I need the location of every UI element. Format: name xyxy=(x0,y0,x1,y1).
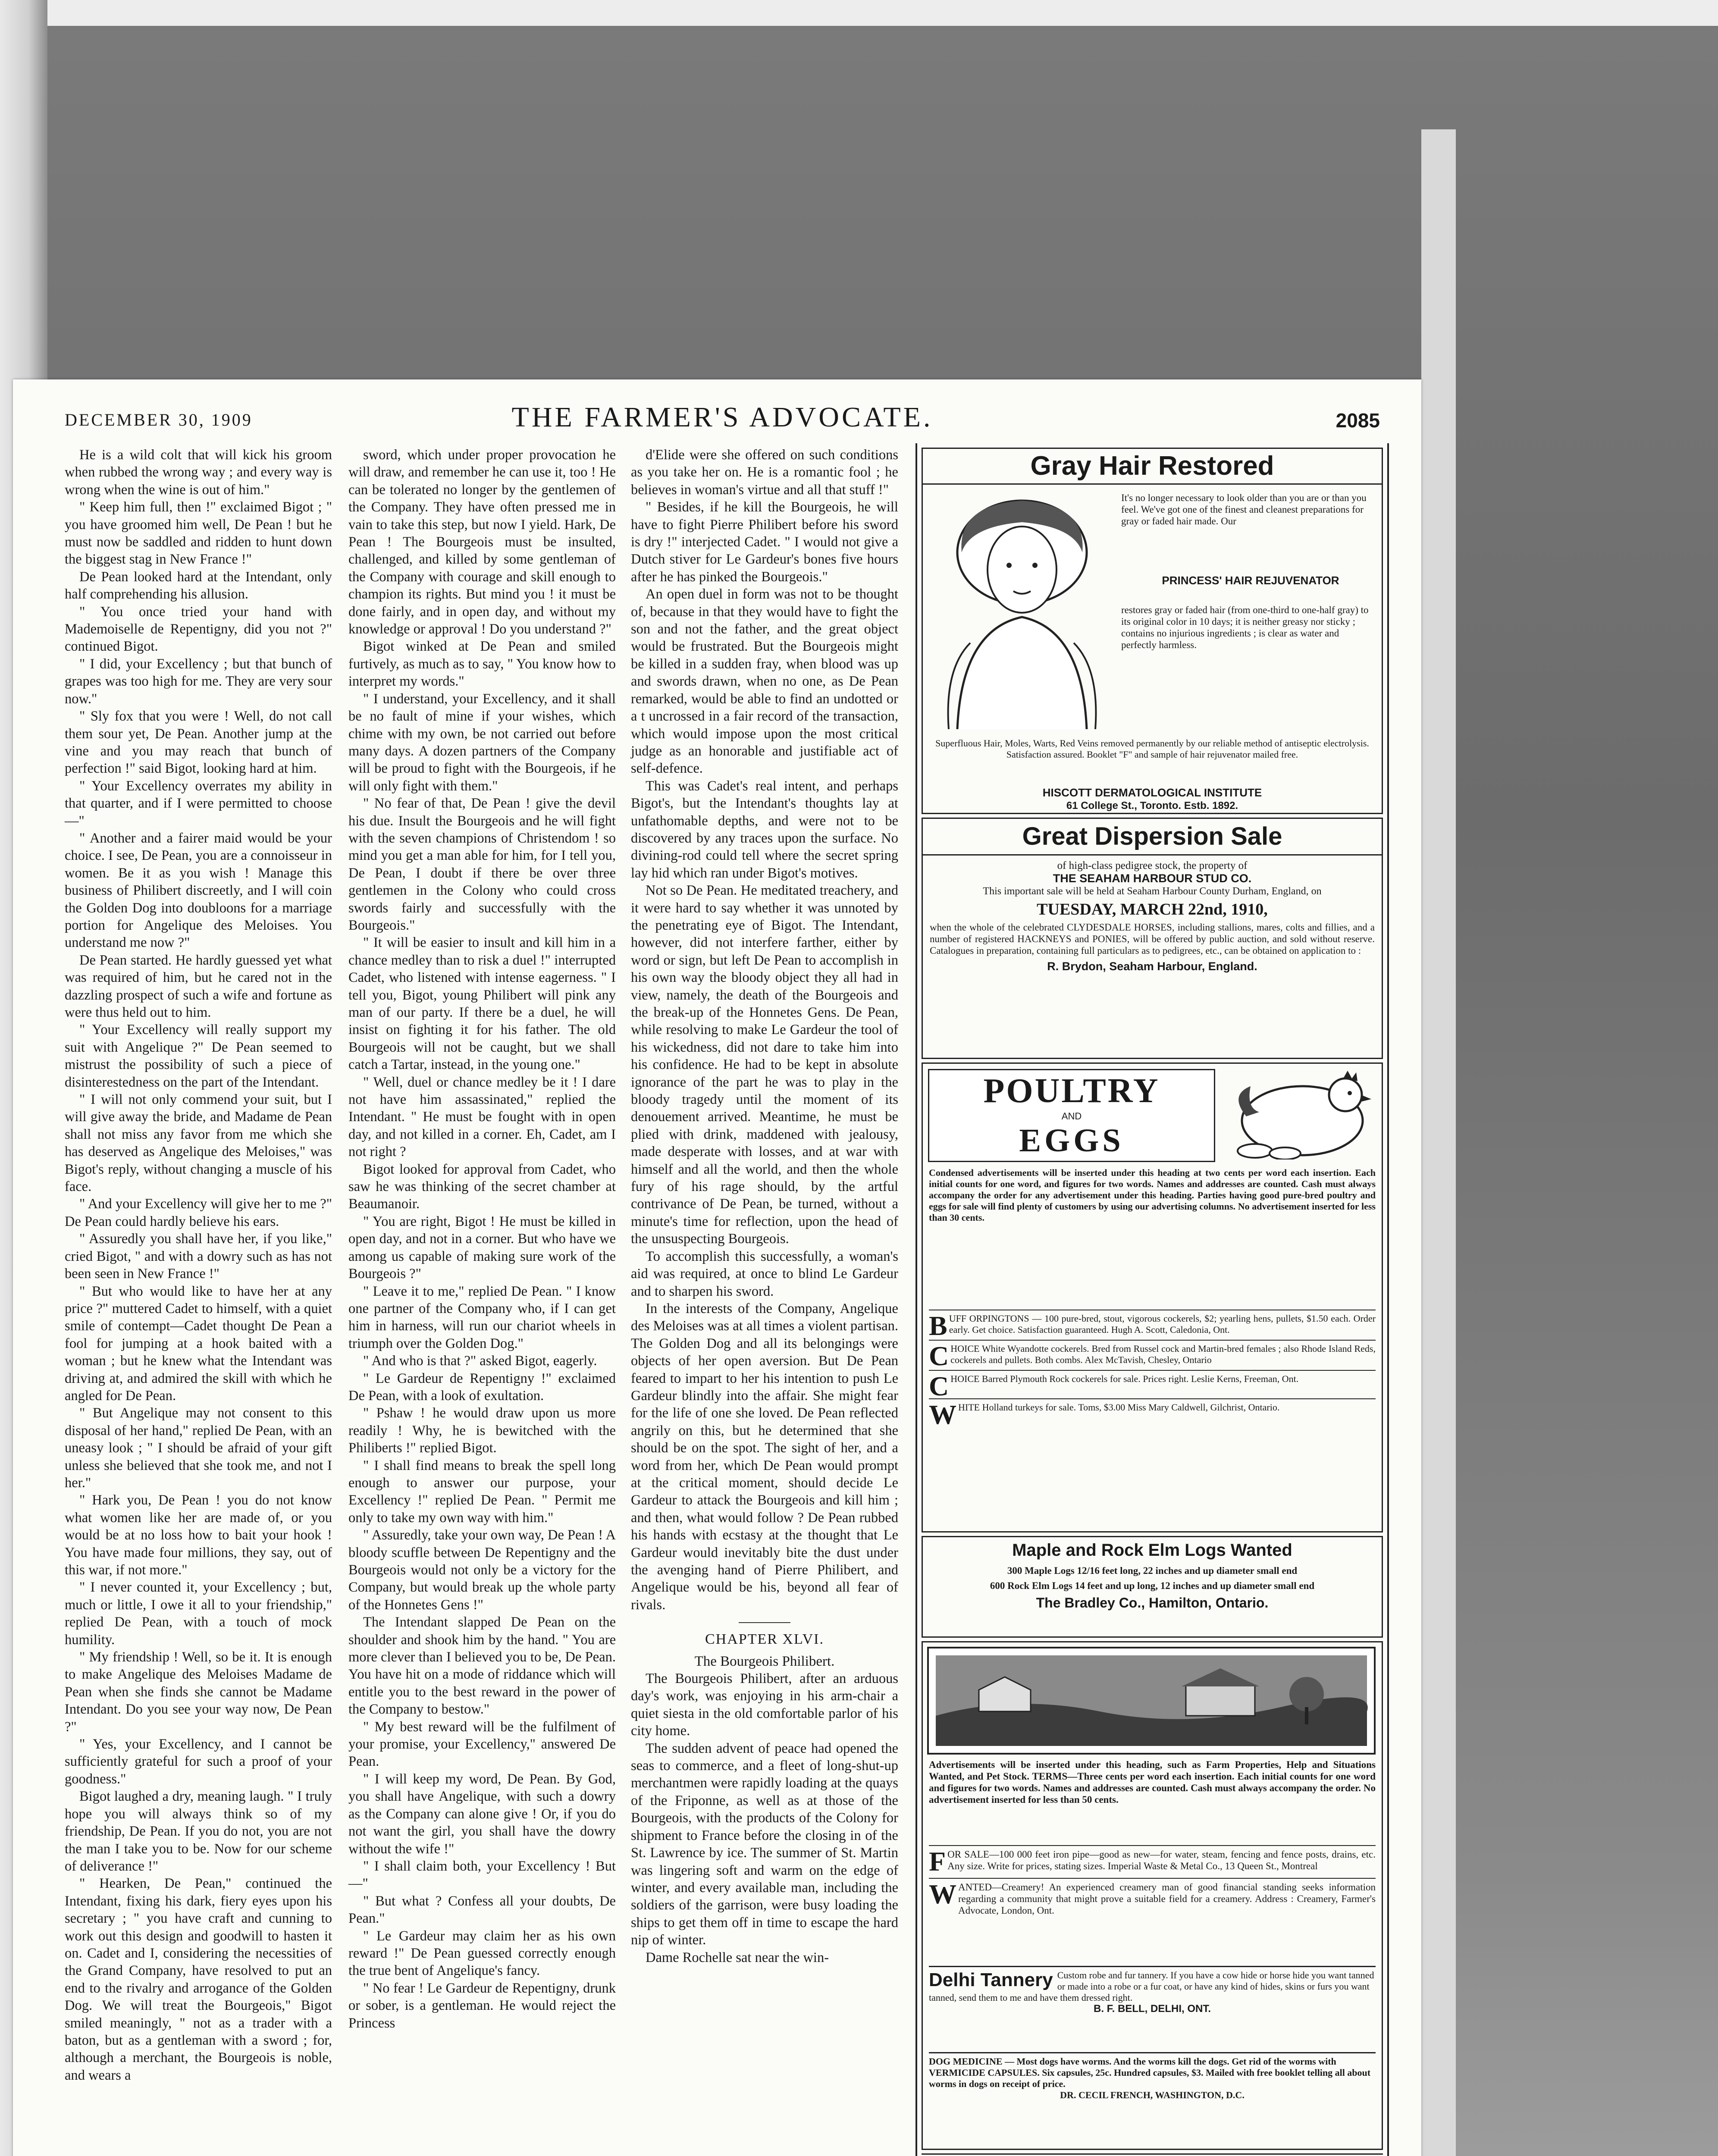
poultry-eggs-section xyxy=(922,1062,1383,1532)
farm-scene-banner xyxy=(927,1647,1376,1755)
paragraph: " I will keep my word, De Pean. By God, you shall have Angelique, with such a dowry as the Company can alone give ! Or, if you do not want the girl, you shall have the dowry without the wife !" xyxy=(348,1771,616,1857)
listing-text: UFF ORPINGTONS — 100 pure-bred, stout, vigorous cockerels, $2; yearling hens, pullets, $1.50 each. Order early. Get choice. Satisfaction guaranteed. Hugh A. Scott, Caledonia, Ont. xyxy=(949,1313,1376,1335)
ad-headline: Maple and Rock Elm Logs Wanted xyxy=(1012,1541,1292,1560)
ad-headline: Gray Hair Restored xyxy=(923,449,1382,485)
issue-date: DECEMBER 30, 1909 xyxy=(65,410,253,429)
drop-cap: B xyxy=(929,1310,947,1341)
poultry-listings xyxy=(929,1310,1376,1430)
list-item xyxy=(929,1310,1376,1341)
list-item xyxy=(929,1878,1376,1916)
poultry-rules: Condensed advertisements will be inserted under this heading at two cents per word each insertion. Each initial counts for one word, and figures for two words. Names and addresses are counted. Cash must always accompany the order for any advertisement under this heading. Parties having good pure-bred poultry and eggs for sale will find plenty of customers by using our advertising columns. No advertisement inserted for less than 30 cents. xyxy=(929,1167,1376,1223)
paragraph: " Hark you, De Pean ! you do not know what women like her are made of, or you would be at no loss how to bait your hook ! You have made four millions, they say, out of this war, if not more." xyxy=(65,1492,332,1578)
banner-word-and: AND xyxy=(1061,1111,1082,1122)
paragraph: " Besides, if he kill the Bourgeois, he will have to fight Pierre Philibert before his sword is dry !" interjected Cadet. " I would not give a Dutch stiver for Le Gardeur's bones five hours after he has pinked the Bourgeois." xyxy=(631,499,898,585)
poultry-banner xyxy=(928,1069,1215,1162)
paragraph: To accomplish this successfully, a woman's aid was required, at once to blind Le Gardeur and to sharpen his sword. xyxy=(631,1248,898,1299)
masthead-title: THE FARMER'S ADVOCATE. xyxy=(511,401,933,433)
paragraph: " Your Excellency overrates my ability in that quarter, and if I were permitted to choose—" xyxy=(65,778,332,829)
paragraph: " Another and a fairer maid would be your choice. I see, De Pean, you are a connoisseur in women. Be it as you wish ! Manage this business of Philibert discreetly, and I will coin the Golden Dog into doubloons for a marriage portion for Angelique des Meloises. You understand me now ?" xyxy=(65,830,332,951)
paragraph: He is a wild colt that will kick his groom when rubbed the wrong way ; and every way is wrong when the wine is out of him." xyxy=(65,447,332,498)
section-divider xyxy=(739,1622,790,1623)
paragraph: " I will not only commend your suit, but I will give away the bride, and Madame de Pean shall not miss any favor from me which she has deserved as Angelique des Meloises," was Bigot's reply, without changing a muscle of his face. xyxy=(65,1092,332,1195)
paragraph: " Assuredly, take your own way, De Pean ! A bloody scuffle between De Repentigny and the Bourgeois would not only be a victory for the Company, but would break up the whole party of the Honnetes Gens !" xyxy=(348,1527,616,1613)
hen-illustration xyxy=(1220,1069,1376,1159)
quotations-box xyxy=(922,2153,1383,2156)
paragraph: " It will be easier to insult and kill him in a chance medley than to risk a duel !" interrupted Cadet, who listened with intense eagerness. " I tell you, Bigot, young Philibert will pink any man of our party. If there be a duel, he will insist on fighting it for his father. The old Bourgeois will not be caught, but we shall catch a Tartar, instead, in the young one." xyxy=(348,935,616,1073)
advertisement-column xyxy=(915,443,1389,2156)
paragraph: " But what ? Confess all your doubts, De Pean." xyxy=(348,1893,616,1927)
ad-headline: Great Dispersion Sale xyxy=(923,819,1382,856)
chapter-heading: CHAPTER XLVI. xyxy=(705,1631,824,1648)
paragraph: " I shall find means to break the spell long enough to answer our purpose, your Excellency !" replied De Pean. " Permit me only to take my own way with him." xyxy=(348,1457,616,1526)
paragraph: " I never counted it, your Excellency ; but, much or little, I owe it all to your friendship," replied De Pean, with a touch of mock humility. xyxy=(65,1579,332,1648)
paragraph: Bigot laughed a dry, meaning laugh. " I truly hope you will always think so of my friendship, De Pean. If you do not, you are not the man I take you to be. Now for our scheme of deliverance !" xyxy=(65,1789,332,1874)
paragraph: " I did, your Excellency ; but that bunch of grapes was too high for me. They are very sour now." xyxy=(65,656,332,707)
paragraph: " Le Gardeur de Repentigny !" exclaimed De Pean, with a look of exultation. xyxy=(348,1370,616,1404)
paragraph: " No fear of that, De Pean ! give the devil his due. Insult the Bourgeois and he will fight with the seven champions of Christendom ! so mind you get a man able for him, for I tell you, De Pean, I doubt if there be over three gentlemen in the Colony who could cross swords fairly and successfully with the Bourgeois." xyxy=(348,796,616,933)
paragraph: " My best reward will be the fulfilment of your promise, your Excellency," answered De Pean. xyxy=(348,1719,616,1770)
banner-word-poultry: POULTRY xyxy=(983,1072,1160,1110)
ad-intro: It's no longer necessary to look older than you are or than you feel. We've got one of the finest and cleanest preparations for gray or faded hair made. Our xyxy=(1121,492,1367,526)
paragraph: Dame Rochelle sat near the win- xyxy=(646,1949,829,1965)
paragraph: " Pshaw ! he would draw upon us more readily ! Why, he is bewitched with the Philiberts !" replied Bigot. xyxy=(348,1405,616,1456)
institute-name: HISCOTT DERMATOLOGICAL INSTITUTE xyxy=(1042,786,1262,799)
gray-hair-ad xyxy=(922,448,1383,814)
paragraph: " Leave it to me," replied De Pean. " I know one partner of the Company who, if I can get him in harness, will run our chariot wheels in triumph over the Golden Dog." xyxy=(348,1283,616,1351)
page-number: 2085 xyxy=(1336,409,1380,432)
listing-text: ANTED—Creamery! An experienced creamery man of good financial standing seeks information regarding a community that might prove a suitable field for a creamery. Address : Creamery, Farmer's Advocate, London, Ont. xyxy=(958,1882,1376,1916)
paragraph: d'Elide were she offered on such conditions as you take her on. He is a romantic fool ; he believes in woman's virtue and all that stuff !" xyxy=(631,447,898,498)
article-column-1 xyxy=(65,446,332,2084)
ad-footer: Superfluous Hair, Moles, Warts, Red Veins removed permanently by our reliable method of antiseptic electrolysis. Satisfaction assured. Booklet "F" and sample of hair rejuvenator mailed free. xyxy=(935,738,1369,760)
banner-word-eggs: EGGS xyxy=(1019,1122,1124,1159)
paragraph: The Bourgeois Philibert, after an arduous day's work, was enjoying in his arm-chair a quiet siesta in the old comfortable parlor of his city home. xyxy=(631,1671,898,1739)
drop-cap: W xyxy=(929,1879,956,1909)
firm-name: DR. CECIL FRENCH, WASHINGTON, D.C. xyxy=(1060,2090,1245,2100)
paragraph: " Keep him full, then !" exclaimed Bigot ; " you have groomed him well, De Pean ! but he must now be saddled and ridden to hunt down the biggest stag in New France !" xyxy=(65,499,332,567)
classified-listings xyxy=(929,1845,1376,1916)
product-name: PRINCESS' HAIR REJUVENATOR xyxy=(1162,574,1339,587)
sale-date: TUESDAY, MARCH 22nd, 1910, xyxy=(1037,900,1268,918)
chapter-subtitle: The Bourgeois Philibert. xyxy=(694,1653,835,1669)
company-name: THE SEAHAM HARBOUR STUD CO. xyxy=(1053,872,1252,885)
classified-section xyxy=(922,1641,1383,2150)
list-item xyxy=(929,1845,1376,1877)
newspaper-page xyxy=(13,379,1421,2156)
page-header xyxy=(65,392,1380,440)
listing-text: HITE Holland turkeys for sale. Toms, $3.00 Miss Mary Caldwell, Gilchrist, Ontario. xyxy=(958,1402,1280,1413)
paragraph: " Sly fox that you were ! Well, do not call them sour yet, De Pean. Another jump at the vine and you may reach that bunch of perfection !" said Bigot, looking hard at him. xyxy=(65,708,332,777)
paragraph: " Well, duel or chance medley be it ! I dare not have him assassinated," replied the Intendant. " He must be fought with in open day, and not killed in a corner. Eh, Cadet, am I not right ? xyxy=(348,1074,616,1160)
paragraph: " No fear ! Le Gardeur de Repentigny, drunk or sober, is a gentleman. He would reject the Princess xyxy=(348,1980,616,2031)
ad-contact: R. Brydon, Seaham Harbour, England. xyxy=(1047,960,1257,973)
paragraph: " You are right, Bigot ! He must be killed in open day, and not in a corner. But who have we among us capable of making sure work of the Bourgeois ?" xyxy=(348,1213,616,1282)
paragraph: " I understand, your Excellency, and it shall be no fault of mine if your wishes, which chime with my own, be not carried out before many days. A dozen partners of the Company will be proud to fight with the Bourgeois, if he will only fight with them." xyxy=(348,691,616,794)
paragraph: " My friendship ! Well, so be it. It is enough to make Angelique des Meloises Madame de Pean when she finds she cannot be Madame Intendant. Do you see your way now, De Pean ?" xyxy=(65,1649,332,1735)
ad-signature: B. F. BELL, DELHI, ONT. xyxy=(1093,2003,1211,2015)
article-column-3 xyxy=(631,446,898,1966)
woman-portrait-illustration xyxy=(931,488,1113,729)
ad-body: when the whole of the celebrated CLYDESDALE HORSES, including stallions, mares, colts and fillies, and a number of registered HACKNEYS and PONIES, will be offered by public auction, and sold without reserve. Catalogues in preparation, containing full particulars as to pedigrees, etc., can be obtained on application to : xyxy=(930,922,1375,956)
firm-name: The Bradley Co., Hamilton, Ontario. xyxy=(1036,1595,1269,1611)
ad-line: This important sale will be held at Seaham Harbour County Durham, England, on xyxy=(983,886,1322,897)
paragraph: The Intendant slapped De Pean on the shoulder and shook him by the hand. " You are more clever than I believed you to be, De Pean. You have hit on a mode of riddance which will entitle you to the best reward in the power of the Company to bestow." xyxy=(348,1614,616,1717)
paragraph: Not so De Pean. He meditated treachery, and it were hard to say whether it was unnoted by the penetrating eye of Bigot. The Intendant, however, did not interfere farther, either by word or sign, but left De Pean to accomplish in his own way the bloody object they all had in view, namely, the death of the Bourgeois and the break-up of the Honnetes Gens. De Pean, while resolving to make Le Gardeur the tool of his wickedness, did not dare to take him into his confidence. He had to be kept in absolute ignorance of the part he was to play in the bloody tragedy until the moment of its denouement arrived. Meantime, he must be plied with drink, maddened with jealousy, made desperate with losses, and at war with himself and all the world, and then the whole fury of his rage should, by the artful contrivance of De Pean, be turned, without a minute's time for reflection, upon the head of the unsuspecting Bourgeois. xyxy=(631,883,898,1247)
paragraph: " I shall claim both, your Excellency ! But—" xyxy=(348,1858,616,1892)
paragraph: sword, which under proper provocation he will draw, and remember he can use it, too ! He can be tolerated no longer by the gentlemen of the Company. They have often pressed me in vain to take this step, but now I yield. Hark, De Pean ! The Bourgeois must be insulted, challenged, and killed by some gentleman of the Company with courage and skill enough to champion its rights. But mind you ! it must be done fairly, and in open day, and without my knowledge or approval ! Do you understand ?" xyxy=(348,447,616,637)
paragraph: " But who would like to have her at any price ?" muttered Cadet to himself, with a quiet smile of contempt—Cadet thought De Pean a fool for jumping at a hook baited with a woman ; but he knew what the Intendant was driving at, and admired the skill with which he angled for De Pean. xyxy=(65,1283,332,1404)
ad-body: DOG MEDICINE — Most dogs have worms. And the worms kill the dogs. Get rid of the worms with VERMICIDE CAPSULES. Six capsules, 25c. Hundred capsules, $3. Mailed with free booklet telling all about worms in dogs on receipt of price. xyxy=(929,2056,1371,2089)
ad-body: Custom robe and fur tannery. If you have a cow hide or horse hide you want tanned or made into a robe or a fur coat, or have any kind of hides, skins or furs you want tanned, send them to me and have them dressed right. xyxy=(929,1970,1374,2003)
drop-cap: F xyxy=(929,1846,946,1877)
ad-headline: Delhi Tannery xyxy=(929,1969,1053,1990)
paragraph: " But Angelique may not consent to this disposal of her hand," replied De Pean, with an uneasy look ; " I should be afraid of your gift unless she believed that she took me, and not I her." xyxy=(65,1405,332,1491)
listing-text: OR SALE—100 000 feet iron pipe—good as new—for water, steam, fencing and fence posts, drains, etc. Any size. Write for prices, stating sizes. Imperial Waste & Metal Co., 13 Queen St., Montreal xyxy=(947,1849,1376,1871)
paragraph: The sudden advent of peace had opened the seas to commerce, and a fleet of long-shut-up merchantmen were rapidly loading at the quays of the Friponne, as well as at those of the Bourgeois, with the products of the Colony for shipment to France before the closing in of the St. Lawrence by ice. The summer of St. Martin was lingering soft and warm on the edge of winter, and every available man, including the soldiers of the garrison, were busy loading the ships to get them off in time to escape the hard nip of winter. xyxy=(631,1740,898,1948)
ad-body: restores gray or faded hair (from one-third to one-half gray) to its original color in 10 days; it is neither greasy nor sticky ; contains no injurious ingredients ; is clear as water and perfectly harmless. xyxy=(1121,605,1369,650)
article-column-2 xyxy=(348,446,616,2032)
ad-line: of high-class pedigree stock, the property of xyxy=(1057,860,1248,871)
paragraph: " You once tried your hand with Mademoiselle de Repentigny, did you not ?" continued Bigot. xyxy=(65,604,332,655)
paragraph: " Yes, your Excellency, and I cannot be sufficiently grateful for such a proof of your goodness." xyxy=(65,1736,332,1787)
dispersion-sale-ad xyxy=(922,818,1383,1059)
paragraph: Bigot looked for approval from Cadet, who saw he was thinking of the secret chamber at Beaumanoir. xyxy=(348,1161,616,1212)
paragraph: An open duel in form was not to be thought of, because in that they would have to fight the son and not the father, and the great object would be frustrated. But the Bourgeois might be killed in a sudden fray, when blood was up and swords drawn, when no one, as De Pean remarked, would be able to find an undotted or a t uncrossed in a fair record of the transaction, which would impose upon the most critical judge as an honorable and justifiable act of self-defence. xyxy=(631,586,898,777)
paragraph: " And your Excellency will give her to me ?" De Pean could hardly believe his ears. xyxy=(65,1196,332,1229)
paragraph: De Pean looked hard at the Intendant, only half comprehending his allusion. xyxy=(65,569,332,602)
listing-text: HOICE Barred Plymouth Rock cockerels for sale. Prices right. Leslie Kerns, Freeman, Ont. xyxy=(950,1373,1299,1384)
paragraph: " And who is that ?" asked Bigot, eagerly. xyxy=(363,1353,597,1369)
logs-wanted-ad xyxy=(922,1536,1383,1638)
dog-medicine-ad xyxy=(929,2052,1376,2101)
classified-rules: Advertisements will be inserted under this heading, such as Farm Properties, Help and Situations Wanted, and Pet Stock. TERMS—Three cents per word each insertion. Each initial counts for one word and figures for two words. Names and addresses are counted. Cash must always accompany the order. No advertisement inserted for less than 50 cents. xyxy=(929,1759,1376,1805)
drop-cap: C xyxy=(929,1371,949,1401)
paragraph: " Your Excellency will really support my suit with Angelique ?" De Pean seemed to mistrust the possibility of such a piece of disinterestedness on the part of the Intendant. xyxy=(65,1022,332,1090)
listing-text: HOICE White Wyandotte cockerels. Bred from Russel cock and Martin-bred females ; also Rhode Island Reds, cockerels and pullets. Both combs. Alex McTavish, Chesley, Ontario xyxy=(950,1343,1376,1365)
paragraph: De Pean started. He hardly guessed yet what was required of him, but he cared not in the dazzling prospect of such a wife and fortune as were thus held out to him. xyxy=(65,952,332,1020)
list-item xyxy=(929,1340,1376,1371)
ad-line: 300 Maple Logs 12/16 feet long, 22 inches and up diameter small end xyxy=(1007,1565,1298,1576)
paragraph: " Assuredly you shall have her, if you like," cried Bigot, " and with a dowry such as has not been seen in New France !" xyxy=(65,1231,332,1282)
paragraph: " Le Gardeur may claim her as his own reward !" De Pean guessed correctly enough the true bent of Angelique's fancy. xyxy=(348,1928,616,1979)
institute-address: 61 College St., Toronto. Estb. 1892. xyxy=(1066,800,1238,812)
paragraph: " Hearken, De Pean," continued the Intendant, fixing his dark, fiery eyes upon his secretary ; " you have craft and cunning to work out this design and goodwill to hasten it on. Cadet and I, considering the necessities of the Grand Company, have resolved to put an end to the rivalry and arrogance of the Golden Dog. We will treat the Bourgeois," Bigot smiled meaningly, " not as a trader with a baton, but as a gentleman with a sword ; for, although a merchant, the Bourgeois is noble, and wears a xyxy=(65,1876,332,2083)
scan-margin-top xyxy=(0,0,1718,26)
tannery-ad xyxy=(929,1966,1376,2015)
ad-line: 600 Rock Elm Logs 14 feet and up long, 12 inches and up diameter small end xyxy=(990,1580,1315,1591)
drop-cap: C xyxy=(929,1341,949,1371)
drop-cap: W xyxy=(929,1399,956,1430)
list-item xyxy=(929,1370,1376,1401)
paragraph: This was Cadet's real intent, and perhaps Bigot's, but the Intendant's thoughts lay at unfathomable depths, and were not to be discovered by any traces upon the surface. No divining-rod could tell where the secret spring lay hid which ran under Bigot's motives. xyxy=(631,778,898,881)
paragraph: Bigot winked at De Pean and smiled furtively, as much as to say, " You know how to interpret my words." xyxy=(348,639,616,689)
list-item xyxy=(929,1398,1376,1430)
paragraph: In the interests of the Company, Angelique des Meloises was at all times a violent partisan. The Golden Dog and all its belongings were objects of her open aversion. But De Pean feared to impart to her his intention to push Le Gardeur blindly into the affair. She might fear for the life of one she loved. De Pean reflected angrily on this, but he determined that she should be on the spot. The sight of her, and a word from her, which De Pean would prompt at the critical moment, should decide Le Gardeur to attack the Bourgeois and kill him ; and then, what would follow ? De Pean rubbed his hands with ecstasy at the thought that Le Gardeur would inevitably bite the dust under the avenging hand of Pierre Philibert, and Angelique would be his, beyond all fear of rivals. xyxy=(631,1300,898,1613)
binding-edge xyxy=(1421,129,1456,2156)
